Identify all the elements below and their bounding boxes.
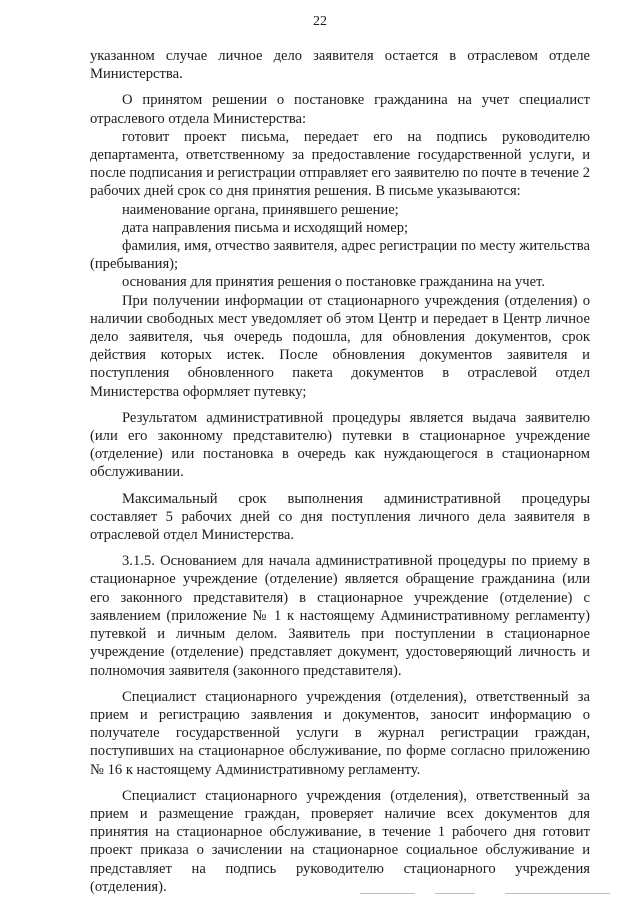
paragraph: Специалист стационарного учреждения (отделения), ответственный за прием и размещение граждан, проверяет наличие всех документов для принятия на стационарное обслуживание, в течение 1 рабочего дня готовит проект приказа о зачислении на стационарное социальное обслуживание и представляет на подпись руководителю стационарного учреждения (отделения). (90, 787, 590, 895)
paragraph: Специалист стационарного учреждения (отделения), ответственный за прием и регистрацию заявления и документов, заносит информацию о получателе государственной услуги в журнал регистрации граждан, поступивших на стационарное обслуживание, по форме согласно приложению № 16 к настоящему Административному регламенту. (90, 688, 590, 778)
page-number: 22 (313, 14, 327, 29)
list-item: основания для принятия решения о постановке гражданина на учет. (122, 274, 545, 291)
footer-rule (360, 893, 610, 894)
paragraph: указанном случае личное дело заявителя остается в отраслевом отделе Министерства. (90, 48, 590, 83)
paragraph: 3.1.5. Основанием для начала административной процедуры по приему в стационарное учреждение (отделение) является обращение гражданина (или его законного представителя) в стационарное учреждение (отделение) с заявлением (приложение № 1 к настоящему Административному регламенту) путевкой и личным делом. Заявитель при поступлении в стационарное учреждение (отделение) представляет документ, удостоверяющий личность и полномочия заявителя (законного представителя). (90, 553, 590, 679)
paragraph: Максимальный срок выполнения административной процедуры составляет 5 рабочих дней со дня поступления личного дела заявителя в отраслевой отдел Министерства. (90, 490, 590, 544)
paragraph: О принятом решении о постановке гражданина на учет специалист отраслевого отдела Министерства: (90, 92, 590, 127)
paragraph: При получении информации от стационарного учреждения (отделения) о наличии свободных мест уведомляет об этом Центр и передает в Центр личное дело заявителя, чья очередь подошла, для обновления документов, срок действия которых истек. После обновления документов заявителя и поступления обновленного пакета документов в отраслевой отдел Министерства оформляет путевку; (90, 292, 590, 400)
list-item: фамилия, имя, отчество заявителя, адрес регистрации по месту жительства (пребывания); (90, 238, 590, 273)
list-item: дата направления письма и исходящий номер; (122, 219, 409, 236)
paragraph: готовит проект письма, передает его на подпись руководителю департамента, ответственному за предоставление государственной услуги, и после подписания и регистрации отправляет его заявителю по почте в течение 2 рабочих дней срок со дня принятия решения. В письме указываются: (90, 128, 590, 200)
document-body (90, 47, 590, 896)
paragraph: Результатом административной процедуры является выдача заявителю (или его законному представителю) путевки в стационарное учреждение (отделение) или постановка в очередь как нуждающегося в стационарном обслуживании. (90, 409, 590, 481)
list-item: наименование органа, принявшего решение; (122, 201, 399, 218)
